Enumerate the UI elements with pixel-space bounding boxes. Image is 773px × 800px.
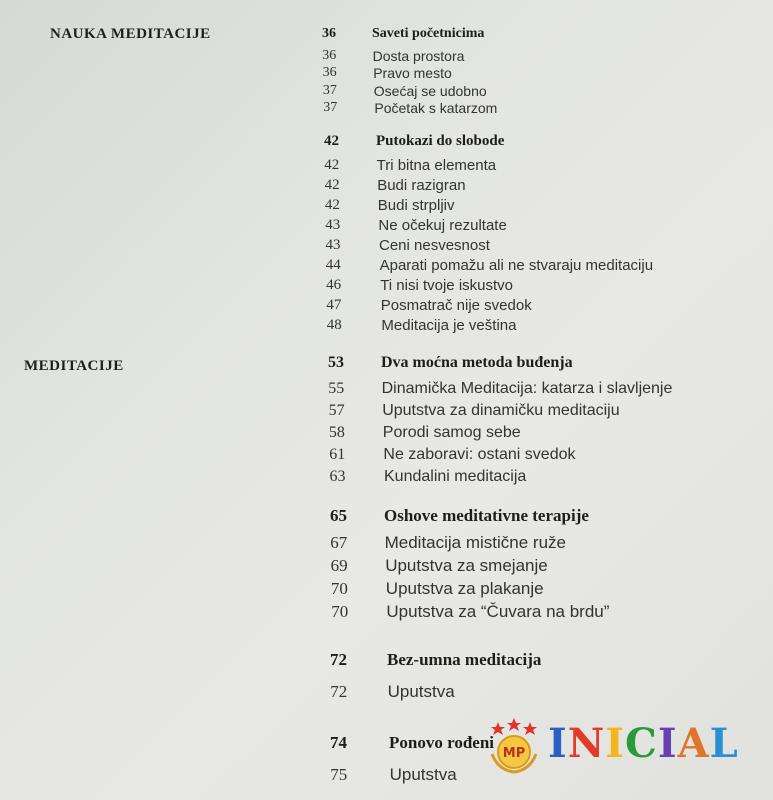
toc-entry [0, 446, 773, 468]
toc-page-number: 74 [330, 733, 347, 752]
logo-letter: I [605, 720, 625, 767]
toc-title: Uputstva za plakanje [385, 579, 544, 598]
toc-title: Posmatrač nije svedok [380, 297, 532, 314]
toc-entry [0, 237, 773, 259]
toc-title: Dva moćna metoda buđenja [381, 354, 573, 371]
toc-page-number: 47 [326, 297, 342, 313]
toc-entry [0, 317, 773, 339]
crown-emblem-icon [484, 714, 544, 774]
toc-heading [0, 650, 773, 672]
toc-entry [0, 217, 773, 239]
toc-page-number: 36 [322, 65, 337, 80]
toc-title: Ceni nesvesnost [379, 237, 490, 254]
toc-entry [0, 297, 773, 319]
toc-entry [0, 468, 773, 490]
toc-entry [0, 602, 773, 624]
toc-page-number: 72 [330, 682, 348, 701]
toc-page-number: 55 [328, 380, 345, 397]
toc-title: Ne zaboravi: ostani svedok [383, 446, 576, 463]
toc-page-number: 61 [329, 446, 346, 463]
toc-page-number: 65 [330, 506, 347, 525]
toc-title: Osećaj se udobno [373, 82, 487, 99]
toc-page-number: 42 [324, 133, 339, 149]
toc-entry [0, 277, 773, 299]
toc-title: Uputstva za dinamičku meditaciju [382, 402, 620, 419]
section-title: NAUKA MEDITACIJE [50, 26, 211, 42]
toc-heading [0, 26, 773, 48]
toc-title: Budi razigran [377, 177, 466, 194]
logo-letter: A [677, 720, 710, 767]
toc-title: Budi strpljiv [377, 197, 455, 214]
logo-letter: L [709, 720, 739, 767]
toc-heading [0, 354, 773, 376]
toc-entry [0, 257, 773, 279]
toc-entry [0, 424, 773, 446]
toc-page-number: 72 [330, 650, 347, 669]
toc-entry [0, 579, 773, 601]
logo-letter: I [657, 720, 678, 767]
toc-page-number: 42 [324, 177, 340, 193]
toc-title: Dosta prostora [372, 47, 465, 64]
toc-title: Aparati pomažu ali ne stvaraju meditaciju [379, 257, 654, 274]
toc-title: Pravo mesto [373, 65, 452, 81]
toc-page-number: 70 [331, 602, 349, 621]
toc-title: Dinamička Meditacija: katarza i slavljenje [381, 380, 673, 397]
toc-page-number: 36 [322, 47, 337, 63]
toc-title: Uputstva za smejanje [385, 556, 548, 575]
inicial-logo-text [548, 720, 739, 767]
logo-letter: I [548, 720, 568, 767]
toc-title: Ti nisi tvoje iskustvo [380, 277, 514, 294]
toc-entry [0, 177, 773, 199]
toc-page-number: 58 [328, 424, 345, 441]
toc-page-number: 70 [330, 579, 348, 598]
toc-page-number: 57 [328, 402, 345, 419]
toc-page-number: 63 [329, 468, 346, 485]
toc-page-number: 43 [325, 217, 341, 233]
toc-page-number: 46 [326, 277, 342, 293]
svg-text:MP: MP [502, 746, 526, 761]
toc-title: Uputstva [387, 682, 455, 701]
toc-page-number: 42 [324, 197, 340, 213]
toc-page-number: 48 [326, 317, 342, 333]
toc-entry [0, 402, 773, 424]
toc-title: Porodi samog sebe [382, 424, 521, 441]
toc-title: Saveti početnicima [372, 26, 485, 41]
toc-title: Uputstva za “Čuvara na brdu” [386, 602, 610, 621]
toc-page-number: 36 [322, 26, 336, 41]
toc-entry [0, 197, 773, 219]
toc-entry [0, 682, 773, 704]
toc-title: Oshove meditativne terapije [384, 506, 589, 525]
toc-title: Bez-umna meditacija [387, 650, 542, 669]
toc-heading [0, 133, 773, 155]
toc-title: Tri bitna elementa [376, 157, 497, 174]
toc-title: Kundalini meditacija [384, 468, 527, 485]
toc-page-number: 37 [323, 100, 338, 115]
toc-entry [0, 157, 773, 179]
toc-title: Ne očekuj rezultate [378, 217, 507, 234]
toc-page-number: 37 [322, 82, 337, 98]
section-title: MEDITACIJE [24, 358, 124, 374]
toc-page-number: 42 [324, 157, 340, 173]
toc-heading [0, 506, 773, 528]
toc-entry [0, 100, 773, 122]
toc-title: Početak s katarzom [374, 100, 498, 116]
toc-title: Putokazi do slobode [376, 133, 505, 149]
toc-page-number: 44 [325, 257, 341, 273]
toc-title: Meditacija je veština [381, 317, 517, 334]
toc-page-number: 67 [330, 533, 348, 552]
inicial-watermark [484, 714, 754, 774]
toc-page-number: 53 [328, 354, 344, 371]
logo-letter: C [625, 720, 658, 767]
toc-title: Uputstva [389, 765, 457, 784]
toc-entry [0, 380, 773, 402]
toc-entry [0, 556, 773, 578]
toc-page-number: 69 [330, 556, 348, 575]
toc-title: Meditacija mistične ruže [384, 533, 566, 552]
toc-page-number: 75 [330, 765, 348, 784]
toc-entry [0, 533, 773, 555]
toc-page-number: 43 [325, 237, 341, 253]
toc-title: Ponovo rođeni [389, 733, 495, 752]
logo-letter: N [567, 720, 606, 767]
